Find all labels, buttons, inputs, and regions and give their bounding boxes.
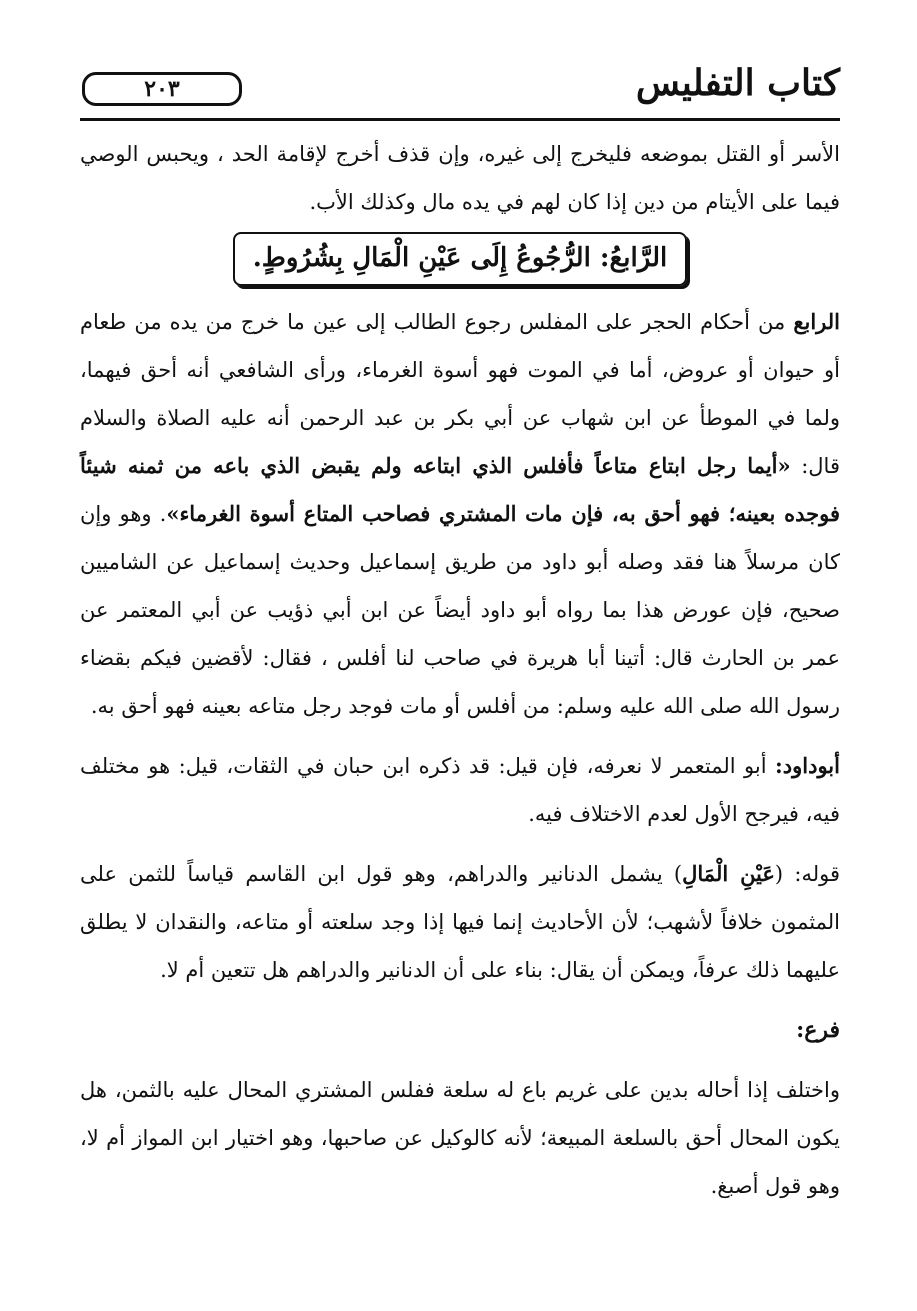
- hadith-quote: «أيما رجل ابتاع متاعاً فأفلس الذي ابتاعه ولم يقبض الذي باعه من ثمنه شيئاً فوجده بعينه؛ فهو أحق به، فإن مات المشتري فصاحب المتاع أسوة الغرماء»: [80, 453, 840, 526]
- book-title: كتاب التفليس: [635, 62, 840, 104]
- paragraph-1: الأسر أو القتل بموضعه فليخرج إلى غيره، وإن قذف أخرج لإقامة الحد ، ويحبس الوصي فيما على الأيتام من دين إذا كان لهم في يده مال وكذلك الأب.: [80, 142, 840, 214]
- header-divider: [80, 118, 840, 121]
- paragraph-4-text-b: ) يشمل الدنانير والدراهم، وهو قول ابن القاسم قياساً للثمن على المثمون خلافاً لأشهب؛ لأن الأحاديث إنما فيها إذا وجد سلعته أو متاعه، والنقدان لا يطلق عليهما ذلك عرفاً، ويمكن أن يقال: بناء على أن الدنانير والدراهم هل تتعين أم لا.: [80, 862, 840, 982]
- page-header: [80, 62, 840, 114]
- paragraph-3-text: أبو المتعمر لا نعرفه، فإن قيل: قد ذكره ابن حبان في الثقات، قيل: هو مختلف فيه، فيرجح الأول لعدم الاختلاف فيه.: [80, 754, 840, 826]
- paragraph-3-lead: أبوداود:: [775, 753, 840, 778]
- paragraph-2-lead: الرابع: [793, 309, 840, 334]
- paragraph-4: [80, 850, 840, 994]
- paragraph-2-text-a: من أحكام الحجر على المفلس رجوع الطالب إلى عين ما خرج من يده من طعام أو حيوان أو عروض، أما في الموت فهو أسوة الغرماء، ورأى الشافعي أنه أحق فيهما، ولما في الموطأ عن ابن شهاب عن أبي بكر بن عبد الرحمن أنه عليه الصلاة والسلام قال:: [80, 310, 840, 478]
- quoted-term: عَيْنِ الْمَالِ: [682, 861, 775, 886]
- page-number: ٢٠٣: [82, 72, 242, 106]
- paragraph-5: واختلف إذا أحاله بدين على غريم باع له سلعة ففلس المشتري المحال عليه بالثمن، هل يكون المحال أحق بالسلعة المبيعة؛ لأنه كالوكيل عن صاحبها، وهو اختيار ابن المواز أم لا، وهو قول أصبغ.: [80, 1078, 840, 1198]
- section-heading: الرَّابعُ: الرُّجُوعُ إِلَى عَيْنِ الْمَالِ بِشُرُوطٍ.: [233, 232, 688, 286]
- paragraph-2: [80, 298, 840, 730]
- main-text: [80, 130, 840, 1210]
- section-heading-wrap: [80, 232, 840, 290]
- sub-heading: فرع:: [796, 1017, 840, 1043]
- paragraph-2-text-b: . وهو وإن كان مرسلاً هنا فقد وصله أبو داود من طريق إسماعيل وحديث إسماعيل عن الشاميين صحيح، فإن عورض هذا بما رواه أبو داود أيضاً عن ابن أبي ذؤيب عن أبي المعتمر عن عمر بن الحارث قال: أتينا أبا هريرة في صاحب لنا أفلس ، فقال: لأقضين فيكم بقضاء رسول الله صلى الله عليه وسلم: من أفلس أو مات فوجد رجل متاعه بعينه فهو أحق به.: [80, 502, 840, 718]
- paragraph-3: [80, 742, 840, 838]
- paragraph-4-text-a: قوله: (: [774, 862, 840, 886]
